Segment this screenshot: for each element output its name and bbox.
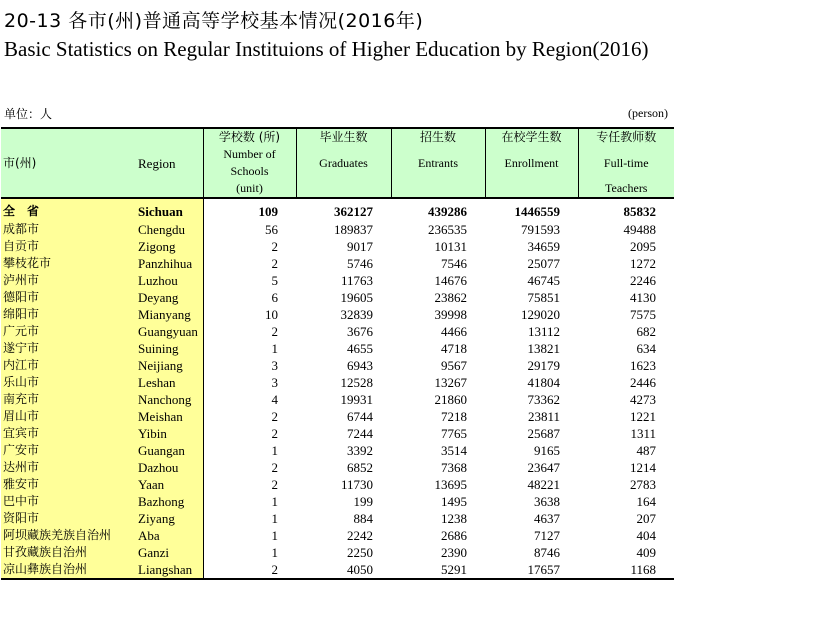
cell-city-cn: 巴中市 bbox=[1, 493, 134, 510]
cell-schools: 2 bbox=[271, 324, 278, 339]
cell-schools: 109 bbox=[258, 204, 278, 219]
cell-region-en: Dazhou bbox=[134, 459, 203, 476]
cell-teachers: 164 bbox=[636, 494, 656, 509]
page-title-en: Basic Statistics on Regular Instituions of Higher Education by Region(2016) bbox=[4, 37, 649, 61]
cell-region-en: Sichuan bbox=[134, 198, 203, 221]
cell-city-cn: 达州市 bbox=[1, 459, 134, 476]
header-region-en: Region bbox=[134, 128, 203, 198]
cell-city-cn: 宜宾市 bbox=[1, 425, 134, 442]
cell-teachers: 1214 bbox=[630, 460, 656, 475]
cell-entrants: 4718 bbox=[441, 341, 467, 356]
cell-entrants: 23862 bbox=[434, 290, 467, 305]
cell-enrollment: 41804 bbox=[527, 375, 560, 390]
header-teachers bbox=[578, 128, 674, 198]
cell-schools: 3 bbox=[271, 358, 278, 373]
cell-entrants: 3514 bbox=[441, 443, 467, 458]
cell-entrants: 2686 bbox=[441, 528, 467, 543]
unit-label-cn: 单位：人 bbox=[4, 107, 53, 121]
cell-region-en: Mianyang bbox=[134, 306, 203, 323]
cell-enrollment: 13821 bbox=[527, 341, 560, 356]
header-schools bbox=[203, 128, 296, 198]
table-row bbox=[1, 340, 674, 357]
cell-enrollment: 791593 bbox=[521, 222, 560, 237]
header-enrollment-cn: 在校学生数 bbox=[501, 130, 562, 144]
statistics-table bbox=[1, 127, 674, 580]
header-teachers-en-2: Teachers bbox=[605, 181, 648, 195]
cell-city-cn: 攀枝花市 bbox=[1, 255, 134, 272]
cell-teachers: 85832 bbox=[623, 204, 656, 219]
cell-enrollment: 75851 bbox=[527, 290, 560, 305]
cell-graduates: 362127 bbox=[334, 204, 373, 219]
cell-region-en: Bazhong bbox=[134, 493, 203, 510]
cell-enrollment: 25077 bbox=[527, 256, 560, 271]
cell-enrollment: 17657 bbox=[485, 561, 578, 579]
header-city-cn: 市(州) bbox=[1, 128, 134, 198]
cell-teachers: 487 bbox=[636, 443, 656, 458]
cell-graduates: 7244 bbox=[347, 426, 373, 441]
header-schools-cn: 学校数 (所) bbox=[218, 130, 281, 144]
table-row bbox=[1, 374, 674, 391]
cell-schools: 2 bbox=[271, 409, 278, 424]
cell-entrants: 10131 bbox=[434, 239, 467, 254]
cell-enrollment: 29179 bbox=[527, 358, 560, 373]
cell-entrants: 39998 bbox=[434, 307, 467, 322]
cell-graduates: 12528 bbox=[340, 375, 373, 390]
cell-graduates: 11730 bbox=[340, 477, 373, 492]
cell-city-cn: 全 省 bbox=[1, 198, 134, 221]
cell-graduates: 6943 bbox=[347, 358, 373, 373]
header-entrants-cn: 招生数 bbox=[419, 130, 456, 144]
header-enrollment-en: Enrollment bbox=[504, 156, 559, 170]
cell-teachers: 634 bbox=[636, 341, 656, 356]
cell-city-cn: 雅安市 bbox=[1, 476, 134, 493]
cell-teachers: 4130 bbox=[630, 290, 656, 305]
cell-enrollment: 9165 bbox=[534, 443, 560, 458]
cell-city-cn: 泸州市 bbox=[1, 272, 134, 289]
cell-enrollment: 34659 bbox=[527, 239, 560, 254]
cell-entrants: 9567 bbox=[441, 358, 467, 373]
cell-city-cn: 广元市 bbox=[1, 323, 134, 340]
cell-city-cn: 自贡市 bbox=[1, 238, 134, 255]
cell-graduates: 5746 bbox=[347, 256, 373, 271]
cell-entrants: 4466 bbox=[441, 324, 467, 339]
table-row-total bbox=[1, 198, 674, 221]
cell-city-cn: 凉山彝族自治州 bbox=[1, 561, 134, 579]
table-row bbox=[1, 306, 674, 323]
cell-region-en: Ziyang bbox=[134, 510, 203, 527]
cell-entrants: 439286 bbox=[428, 204, 467, 219]
cell-region-en: Nanchong bbox=[134, 391, 203, 408]
cell-entrants: 21860 bbox=[434, 392, 467, 407]
table-header-row bbox=[1, 128, 674, 198]
table-row bbox=[1, 221, 674, 238]
cell-entrants: 13695 bbox=[434, 477, 467, 492]
cell-graduates: 3676 bbox=[347, 324, 373, 339]
cell-enrollment: 73362 bbox=[527, 392, 560, 407]
cell-teachers: 1311 bbox=[630, 426, 656, 441]
cell-city-cn: 成都市 bbox=[1, 221, 134, 238]
cell-schools: 1 bbox=[271, 511, 278, 526]
cell-enrollment: 7127 bbox=[534, 528, 560, 543]
cell-entrants: 7218 bbox=[441, 409, 467, 424]
cell-schools: 56 bbox=[265, 222, 278, 237]
cell-city-cn: 内江市 bbox=[1, 357, 134, 374]
cell-schools: 2 bbox=[271, 460, 278, 475]
cell-region-en: Luzhou bbox=[134, 272, 203, 289]
cell-teachers: 49488 bbox=[623, 222, 656, 237]
cell-city-cn: 阿坝藏族羌族自治州 bbox=[1, 527, 134, 544]
cell-enrollment: 13112 bbox=[527, 324, 560, 339]
cell-entrants: 236535 bbox=[428, 222, 467, 237]
table-row bbox=[1, 323, 674, 340]
header-schools-en-1: Number of bbox=[223, 147, 276, 161]
cell-schools: 6 bbox=[271, 290, 278, 305]
cell-teachers: 682 bbox=[636, 324, 656, 339]
cell-entrants: 2390 bbox=[441, 545, 467, 560]
table-row bbox=[1, 459, 674, 476]
cell-region-en: Neijiang bbox=[134, 357, 203, 374]
cell-enrollment: 8746 bbox=[534, 545, 560, 560]
header-graduates-cn: 毕业生数 bbox=[319, 130, 368, 144]
cell-region-en: Leshan bbox=[134, 374, 203, 391]
cell-teachers: 207 bbox=[636, 511, 656, 526]
table-row bbox=[1, 238, 674, 255]
table-row bbox=[1, 255, 674, 272]
table-row bbox=[1, 391, 674, 408]
cell-entrants: 5291 bbox=[391, 561, 485, 579]
cell-teachers: 7575 bbox=[630, 307, 656, 322]
header-schools-en-2: Schools bbox=[230, 164, 269, 178]
cell-region-en: Panzhihua bbox=[134, 255, 203, 272]
table-row bbox=[1, 510, 674, 527]
cell-graduates: 11763 bbox=[340, 273, 373, 288]
cell-graduates: 4050 bbox=[296, 561, 391, 579]
page-title-cn: 20-13 各市(州)普通高等学校基本情况(2016年) bbox=[4, 10, 424, 32]
cell-enrollment: 25687 bbox=[527, 426, 560, 441]
cell-schools: 2 bbox=[271, 256, 278, 271]
header-entrants-en: Entrants bbox=[418, 156, 458, 170]
cell-teachers: 2095 bbox=[630, 239, 656, 254]
cell-schools: 5 bbox=[271, 273, 278, 288]
table-row bbox=[1, 442, 674, 459]
header-graduates bbox=[296, 128, 391, 198]
cell-schools: 1 bbox=[271, 341, 278, 356]
cell-enrollment: 3638 bbox=[534, 494, 560, 509]
cell-entrants: 13267 bbox=[434, 375, 467, 390]
cell-teachers: 1168 bbox=[578, 561, 674, 579]
cell-teachers: 409 bbox=[636, 545, 656, 560]
cell-region-en: Guangan bbox=[134, 442, 203, 459]
statistics-table-container bbox=[1, 127, 674, 580]
cell-enrollment: 46745 bbox=[527, 273, 560, 288]
cell-enrollment: 48221 bbox=[527, 477, 560, 492]
cell-graduates: 2250 bbox=[347, 545, 373, 560]
table-row bbox=[1, 272, 674, 289]
cell-entrants: 1238 bbox=[441, 511, 467, 526]
cell-enrollment: 4637 bbox=[534, 511, 560, 526]
cell-graduates: 6852 bbox=[347, 460, 373, 475]
cell-region-en: Chengdu bbox=[134, 221, 203, 238]
cell-enrollment: 129020 bbox=[521, 307, 560, 322]
cell-city-cn: 资阳市 bbox=[1, 510, 134, 527]
table-row bbox=[1, 493, 674, 510]
cell-graduates: 19931 bbox=[340, 392, 373, 407]
cell-region-en: Deyang bbox=[134, 289, 203, 306]
table-row bbox=[1, 289, 674, 306]
cell-graduates: 199 bbox=[353, 494, 373, 509]
cell-graduates: 3392 bbox=[347, 443, 373, 458]
cell-schools: 1 bbox=[271, 494, 278, 509]
header-schools-en-3: (unit) bbox=[236, 181, 263, 195]
cell-schools: 1 bbox=[271, 443, 278, 458]
cell-teachers: 4273 bbox=[630, 392, 656, 407]
unit-label-en: (person) bbox=[628, 106, 668, 120]
cell-graduates: 19605 bbox=[340, 290, 373, 305]
cell-schools: 2 bbox=[271, 426, 278, 441]
cell-teachers: 2446 bbox=[630, 375, 656, 390]
header-enrollment bbox=[485, 128, 578, 198]
cell-region-en: Aba bbox=[134, 527, 203, 544]
cell-schools: 2 bbox=[271, 477, 278, 492]
table-row bbox=[1, 561, 674, 579]
cell-graduates: 4655 bbox=[347, 341, 373, 356]
table-row bbox=[1, 357, 674, 374]
cell-region-en: Zigong bbox=[134, 238, 203, 255]
cell-city-cn: 甘孜藏族自治州 bbox=[1, 544, 134, 561]
cell-teachers: 1221 bbox=[630, 409, 656, 424]
cell-graduates: 2242 bbox=[347, 528, 373, 543]
cell-region-en: Liangshan bbox=[134, 561, 203, 579]
cell-entrants: 7546 bbox=[441, 256, 467, 271]
table-row bbox=[1, 544, 674, 561]
table-row bbox=[1, 425, 674, 442]
cell-region-en: Yibin bbox=[134, 425, 203, 442]
table-row bbox=[1, 527, 674, 544]
cell-schools: 1 bbox=[271, 545, 278, 560]
cell-enrollment: 23811 bbox=[527, 409, 560, 424]
cell-enrollment: 23647 bbox=[527, 460, 560, 475]
header-teachers-cn: 专任教师数 bbox=[596, 130, 657, 144]
header-graduates-en: Graduates bbox=[319, 156, 368, 170]
table-row bbox=[1, 476, 674, 493]
cell-teachers: 1623 bbox=[630, 358, 656, 373]
cell-schools: 2 bbox=[271, 239, 278, 254]
cell-entrants: 1495 bbox=[441, 494, 467, 509]
cell-city-cn: 绵阳市 bbox=[1, 306, 134, 323]
cell-teachers: 404 bbox=[636, 528, 656, 543]
cell-graduates: 189837 bbox=[334, 222, 373, 237]
cell-teachers: 1272 bbox=[630, 256, 656, 271]
cell-schools: 1 bbox=[271, 528, 278, 543]
cell-graduates: 9017 bbox=[347, 239, 373, 254]
cell-teachers: 2783 bbox=[630, 477, 656, 492]
header-teachers-en-1: Full-time bbox=[603, 156, 649, 170]
cell-city-cn: 乐山市 bbox=[1, 374, 134, 391]
cell-enrollment: 1446559 bbox=[514, 204, 560, 219]
cell-graduates: 6744 bbox=[347, 409, 373, 424]
cell-city-cn: 德阳市 bbox=[1, 289, 134, 306]
cell-region-en: Yaan bbox=[134, 476, 203, 493]
table-row bbox=[1, 408, 674, 425]
cell-city-cn: 眉山市 bbox=[1, 408, 134, 425]
cell-schools: 2 bbox=[203, 561, 296, 579]
header-entrants bbox=[391, 128, 485, 198]
cell-schools: 10 bbox=[265, 307, 278, 322]
cell-region-en: Ganzi bbox=[134, 544, 203, 561]
cell-entrants: 14676 bbox=[434, 273, 467, 288]
cell-schools: 4 bbox=[271, 392, 278, 407]
table-body bbox=[1, 198, 674, 579]
cell-city-cn: 南充市 bbox=[1, 391, 134, 408]
cell-region-en: Guangyuan bbox=[134, 323, 203, 340]
cell-graduates: 32839 bbox=[340, 307, 373, 322]
cell-entrants: 7765 bbox=[441, 426, 467, 441]
cell-teachers: 2246 bbox=[630, 273, 656, 288]
cell-city-cn: 遂宁市 bbox=[1, 340, 134, 357]
cell-city-cn: 广安市 bbox=[1, 442, 134, 459]
cell-schools: 3 bbox=[271, 375, 278, 390]
cell-region-en: Meishan bbox=[134, 408, 203, 425]
cell-entrants: 7368 bbox=[441, 460, 467, 475]
cell-graduates: 884 bbox=[353, 511, 373, 526]
cell-region-en: Suining bbox=[134, 340, 203, 357]
